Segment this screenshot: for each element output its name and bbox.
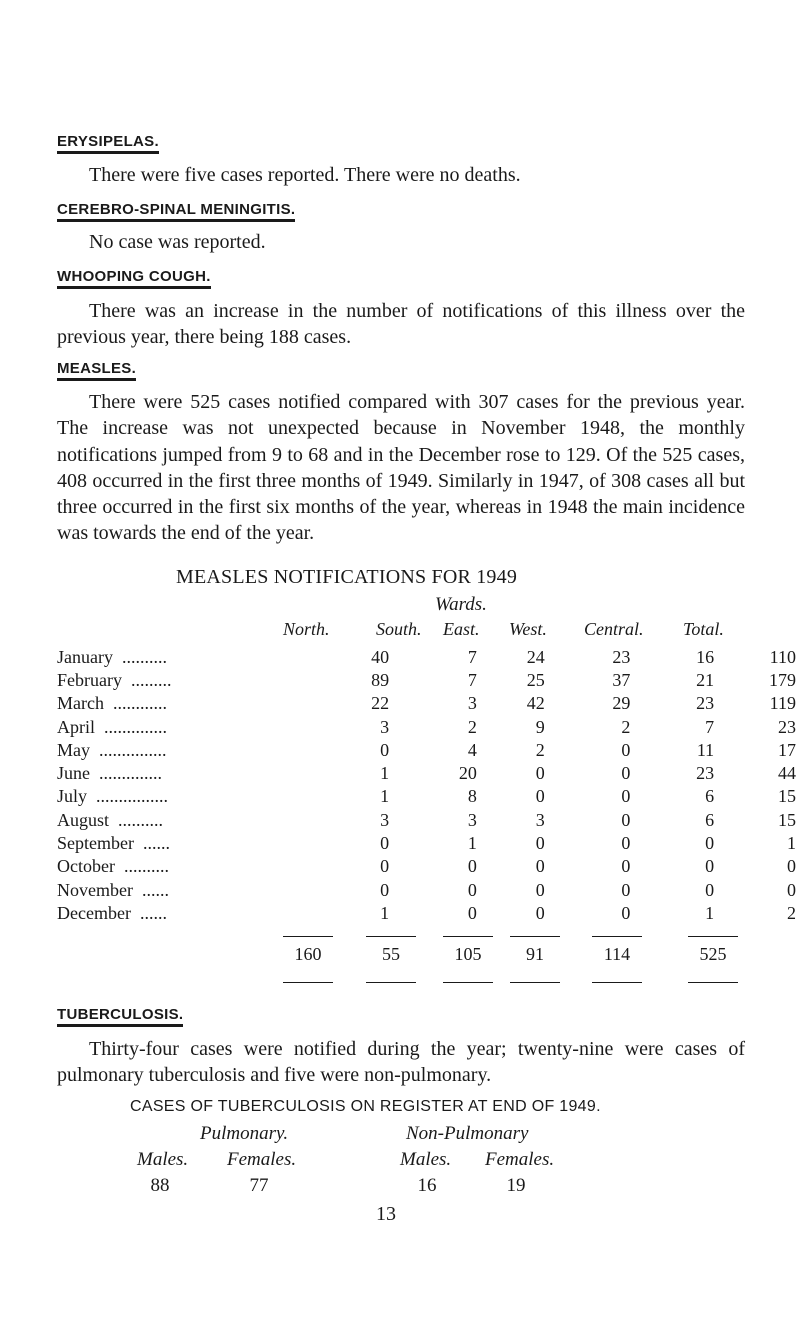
tb-header-males-non-pulmonary: Males. <box>400 1149 452 1170</box>
tb-non-pulmonary-label: Non-Pulmonary <box>406 1123 529 1144</box>
bottom-rule-west <box>510 982 560 983</box>
tuberculosis-heading: TUBERCULOSIS. <box>57 1006 183 1027</box>
cell-total: 1 <box>787 833 796 854</box>
cell-east: 0 <box>535 786 545 807</box>
cell-south: 0 <box>467 856 477 877</box>
cell-central: 0 <box>705 879 715 900</box>
leader-dots: ...... <box>139 902 167 923</box>
cell-south: 20 <box>458 763 477 784</box>
month-label: March <box>57 693 104 714</box>
bottom-rule-total <box>688 982 738 983</box>
erysipelas-heading: ERYSIPELAS. <box>57 133 159 154</box>
tb-pulmonary-label: Pulmonary. <box>200 1123 289 1144</box>
measles-table-title: MEASLES NOTIFICATIONS FOR 1949 <box>176 566 518 588</box>
cell-total: 17 <box>778 739 796 760</box>
cell-total: 110 <box>769 646 796 667</box>
cell-west: 0 <box>621 739 631 760</box>
total-rule-north <box>283 936 333 937</box>
cell-total: 2 <box>787 902 796 923</box>
leader-dots: ......... <box>130 669 172 690</box>
cell-west: 29 <box>612 693 631 714</box>
cell-north: 3 <box>380 716 390 737</box>
cell-central: 16 <box>696 646 715 667</box>
month-cell <box>57 715 312 738</box>
tb-header-females-non-pulmonary: Females. <box>485 1149 555 1170</box>
cell-east: 25 <box>526 669 545 690</box>
cell-central: 21 <box>696 669 715 690</box>
total-rule-total <box>688 936 738 937</box>
table-row <box>57 715 800 738</box>
leader-dots: .......... <box>118 809 164 830</box>
cell-east: 2 <box>535 739 545 760</box>
cell-south: 7 <box>467 669 477 690</box>
erysipelas-text: There were five cases reported. There were no deaths. <box>89 164 521 186</box>
bottom-rule-central <box>592 982 642 983</box>
tb-header-females-pulmonary: Females. <box>227 1149 297 1170</box>
table-row <box>57 808 800 831</box>
total-rule-west <box>510 936 560 937</box>
cell-north: 1 <box>380 786 390 807</box>
cell-east: 0 <box>535 856 545 877</box>
cell-west: 0 <box>621 763 631 784</box>
month-label: June <box>57 763 90 784</box>
cell-west: 0 <box>621 856 631 877</box>
table-row <box>57 878 800 901</box>
leader-dots: ...... <box>141 879 169 900</box>
cell-east: 0 <box>535 763 545 784</box>
cell-total: 0 <box>787 879 796 900</box>
tb-value-females-pulmonary: 77 <box>249 1175 269 1196</box>
cell-west: 0 <box>621 902 631 923</box>
total-rule-south <box>366 936 416 937</box>
cell-total: 44 <box>778 763 796 784</box>
meningitis-heading: CEREBRO-SPINAL MENINGITIS. <box>57 201 295 222</box>
table-row <box>57 668 800 691</box>
month-cell <box>57 855 312 878</box>
column-header-total: Total. <box>683 619 724 639</box>
month-cell <box>57 785 312 808</box>
table-row <box>57 785 800 808</box>
whooping-heading: WHOOPING COUGH. <box>57 268 211 289</box>
tb-header-males-pulmonary: Males. <box>137 1149 189 1170</box>
month-cell <box>57 645 312 668</box>
cell-north: 0 <box>380 739 390 760</box>
tb-value-males-pulmonary: 88 <box>150 1175 170 1196</box>
cell-north: 40 <box>371 646 390 667</box>
cell-north: 0 <box>380 879 390 900</box>
total-central: 114 <box>603 944 631 964</box>
total-south: 55 <box>382 944 400 964</box>
total-west: 91 <box>526 944 544 964</box>
tb-value-females-non-pulmonary: 19 <box>506 1175 526 1196</box>
cell-west: 37 <box>612 669 631 690</box>
measles-table <box>57 645 800 925</box>
table-row <box>57 831 800 854</box>
cell-central: 23 <box>696 763 715 784</box>
leader-dots: ...... <box>142 833 170 854</box>
tuberculosis-text: Thirty-four cases were notified during the year; twenty-nine were cases of pulmonary tuberculosis and five were non-pulmonary. <box>57 1038 745 1086</box>
cell-total: 179 <box>769 669 796 690</box>
cell-central: 1 <box>705 902 715 923</box>
cell-central: 23 <box>696 693 715 714</box>
measles-text: There were 525 cases notified compared with 307 cases for the previous year. The increase was not unexpected because in November 1948, the monthly notifications jumped from 9 to 68 and in the December rose to 129. Of the 525 cases, 408 occurred in the first three months of 1949. Similarly in 1947, of 308 cases all but three occurred in the first six months of the year, whereas in 1948 the main incidence was towards the end of the year. <box>57 391 745 545</box>
column-header-west: West. <box>509 619 547 639</box>
cell-total: 15 <box>778 786 796 807</box>
cell-east: 3 <box>535 809 545 830</box>
cell-east: 0 <box>535 833 545 854</box>
cell-central: 0 <box>705 856 715 877</box>
month-cell <box>57 692 312 715</box>
cell-west: 2 <box>621 716 631 737</box>
total-rule-central <box>592 936 642 937</box>
column-header-south: South. <box>376 619 422 639</box>
leader-dots: ............ <box>112 693 167 714</box>
month-cell <box>57 738 312 761</box>
table-row <box>57 855 800 878</box>
cell-south: 8 <box>467 786 477 807</box>
month-label: July <box>57 786 88 807</box>
month-label: December <box>57 902 131 923</box>
total-north: 160 <box>294 944 322 964</box>
cell-north: 1 <box>380 763 390 784</box>
cell-east: 0 <box>535 902 545 923</box>
total-rule-east <box>443 936 493 937</box>
month-label: February <box>57 669 122 690</box>
bottom-rule-east <box>443 982 493 983</box>
table-row <box>57 692 800 715</box>
cell-total: 119 <box>769 693 796 714</box>
tb-value-males-non-pulmonary: 16 <box>417 1175 437 1196</box>
month-label: January <box>57 646 113 667</box>
month-cell <box>57 901 312 924</box>
table-row <box>57 645 800 668</box>
tb-table-title: CASES OF TUBERCULOSIS ON REGISTER AT END OF 1949. <box>130 1098 601 1115</box>
cell-west: 23 <box>612 646 631 667</box>
cell-central: 6 <box>705 786 715 807</box>
cell-south: 3 <box>467 809 477 830</box>
month-label: August <box>57 809 110 830</box>
cell-total: 23 <box>778 716 796 737</box>
column-header-central: Central. <box>584 619 644 639</box>
month-label: May <box>57 739 90 760</box>
cell-north: 22 <box>371 693 390 714</box>
month-cell <box>57 878 312 901</box>
cell-west: 0 <box>621 786 631 807</box>
month-label: April <box>57 716 95 737</box>
total-east: 105 <box>454 944 482 964</box>
total-total: 525 <box>699 944 727 964</box>
month-cell <box>57 831 312 854</box>
month-label: October <box>57 856 115 877</box>
column-header-east: East. <box>443 619 480 639</box>
table-row <box>57 738 800 761</box>
cell-north: 0 <box>380 856 390 877</box>
cell-central: 0 <box>705 833 715 854</box>
month-label: September <box>57 833 134 854</box>
table-row <box>57 901 800 924</box>
leader-dots: .......... <box>123 856 169 877</box>
column-header-north: North. <box>283 619 330 639</box>
wards-group-header: Wards. <box>435 594 487 615</box>
meningitis-text: No case was reported. <box>89 231 266 253</box>
cell-east: 9 <box>535 716 545 737</box>
cell-west: 0 <box>621 879 631 900</box>
month-cell <box>57 808 312 831</box>
cell-central: 11 <box>696 739 715 760</box>
cell-central: 7 <box>705 716 715 737</box>
cell-north: 1 <box>380 902 390 923</box>
cell-south: 7 <box>467 646 477 667</box>
bottom-rule-south <box>366 982 416 983</box>
leader-dots: .............. <box>104 716 167 737</box>
cell-north: 3 <box>380 809 390 830</box>
cell-south: 0 <box>467 879 477 900</box>
table-row <box>57 761 800 784</box>
cell-south: 0 <box>467 902 477 923</box>
cell-west: 0 <box>621 833 631 854</box>
cell-south: 1 <box>467 833 477 854</box>
leader-dots: ............... <box>99 739 167 760</box>
cell-west: 0 <box>621 809 631 830</box>
leader-dots: .......... <box>121 646 167 667</box>
cell-east: 42 <box>526 693 545 714</box>
bottom-rule-north <box>283 982 333 983</box>
month-label: November <box>57 879 133 900</box>
cell-total: 15 <box>778 809 796 830</box>
cell-south: 2 <box>467 716 477 737</box>
leader-dots: ................ <box>96 786 169 807</box>
cell-south: 4 <box>467 739 477 760</box>
cell-total: 0 <box>787 856 796 877</box>
measles-heading: MEASLES. <box>57 360 136 381</box>
cell-east: 0 <box>535 879 545 900</box>
cell-central: 6 <box>705 809 715 830</box>
leader-dots: .............. <box>99 763 162 784</box>
cell-south: 3 <box>467 693 477 714</box>
month-cell <box>57 668 312 691</box>
cell-north: 0 <box>380 833 390 854</box>
page-number: 13 <box>376 1203 396 1225</box>
cell-east: 24 <box>526 646 545 667</box>
whooping-text: There was an increase in the number of notifications of this illness over the previous year, there being 188 cases. <box>57 300 745 348</box>
cell-north: 89 <box>371 669 390 690</box>
month-cell <box>57 761 312 784</box>
